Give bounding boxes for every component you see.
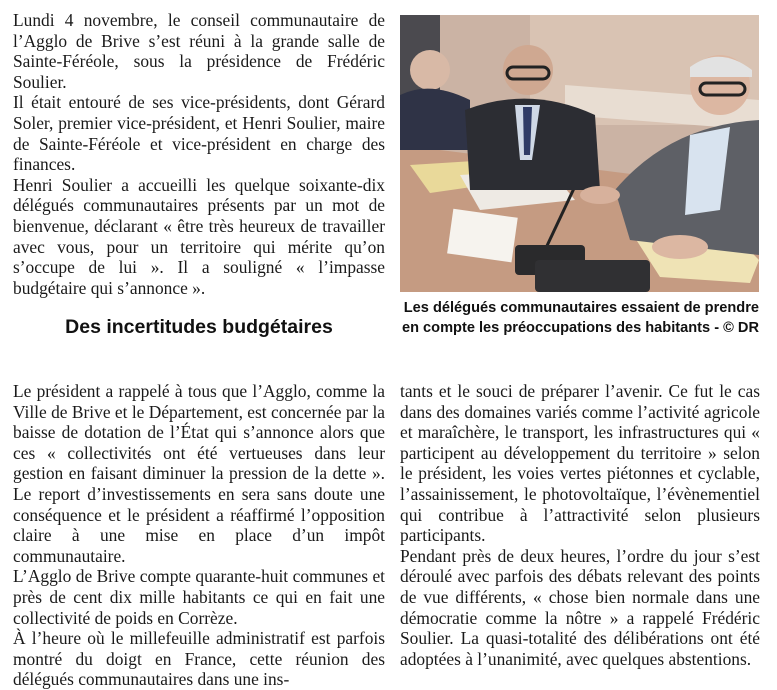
paragraph: Henri Soulier a accueilli les quelque soixante-dix délégués communautaires présents par un mot de bienvenue, déclarant « être très heureux de travailler avec vous, pour un territoire qui mérite qu’on s’occupe de lui ». Il a souligné « l’impasse budgétaire qui s’annonce ». xyxy=(13,174,385,298)
article-photo xyxy=(400,15,759,292)
article-right-column xyxy=(400,381,760,669)
paragraph: Il était entouré de ses vice-présidents, dont Gérard Soler, premier vice-président, et Henri Soulier, maire de Sainte-Féréole et vice-président en charge des finances. xyxy=(13,92,385,175)
paragraph: tants et le souci de préparer l’avenir. Ce fut le cas dans des domaines variés comme l’activité agricole et maraîchère, le transport, les infrastructures qui « participent au développement du territoire » selon le président, les voies vertes piétonnes et cyclable, l’assainissement, le photovoltaïque, l’évènementiel qui contribue à l’attractivité selon plusieurs participants. xyxy=(400,381,760,546)
paragraph: Le président a rappelé à tous que l’Agglo, comme la Ville de Brive et le Département, est concernée par la baisse de dotation de l’État qui s’annonce alors que ces « collectivités ont été vertueuses dans leur gestion en faisant diminuer la pression de la dette ». Le report d’investissements en sera sans doute une conséquence et le président a réaffirmé l’opposition claire à une mise en place d’un impôt communautaire. xyxy=(13,381,385,566)
photo-illustration xyxy=(400,15,759,292)
section-subheading: Des incertitudes budgétaires xyxy=(65,316,333,338)
article-left-column xyxy=(13,381,385,690)
paragraph: Pendant près de deux heures, l’ordre du jour s’est déroulé avec parfois des débats relevant des points de vue différents, « chose bien normale dans une démocratie comme la nôtre » a rappelé Frédéric Soulier. La quasi-totalité des délibérations ont été adoptées à l’unanimité, avec quelques abstentions. xyxy=(400,545,760,669)
paragraph: Lundi 4 novembre, le conseil communautaire de l’Agglo de Brive s’est réuni à la grande salle de Sainte-Féréole, sous la présidence de Frédéric Soulier. xyxy=(13,10,385,92)
paragraph: À l’heure où le millefeuille administratif est parfois montré du doigt en France, cette réunion des délégués communautaires dans une ins- xyxy=(13,628,385,690)
paragraph: L’Agglo de Brive compte quarante-huit communes et près de cent dix mille habitants ce qui en fait une collectivité de poids en Corrèze. xyxy=(13,566,385,628)
article-intro xyxy=(13,10,385,298)
photo-caption: Les délégués communautaires essaient de prendre en compte les préoccupations des habitants - © DR xyxy=(401,300,759,336)
